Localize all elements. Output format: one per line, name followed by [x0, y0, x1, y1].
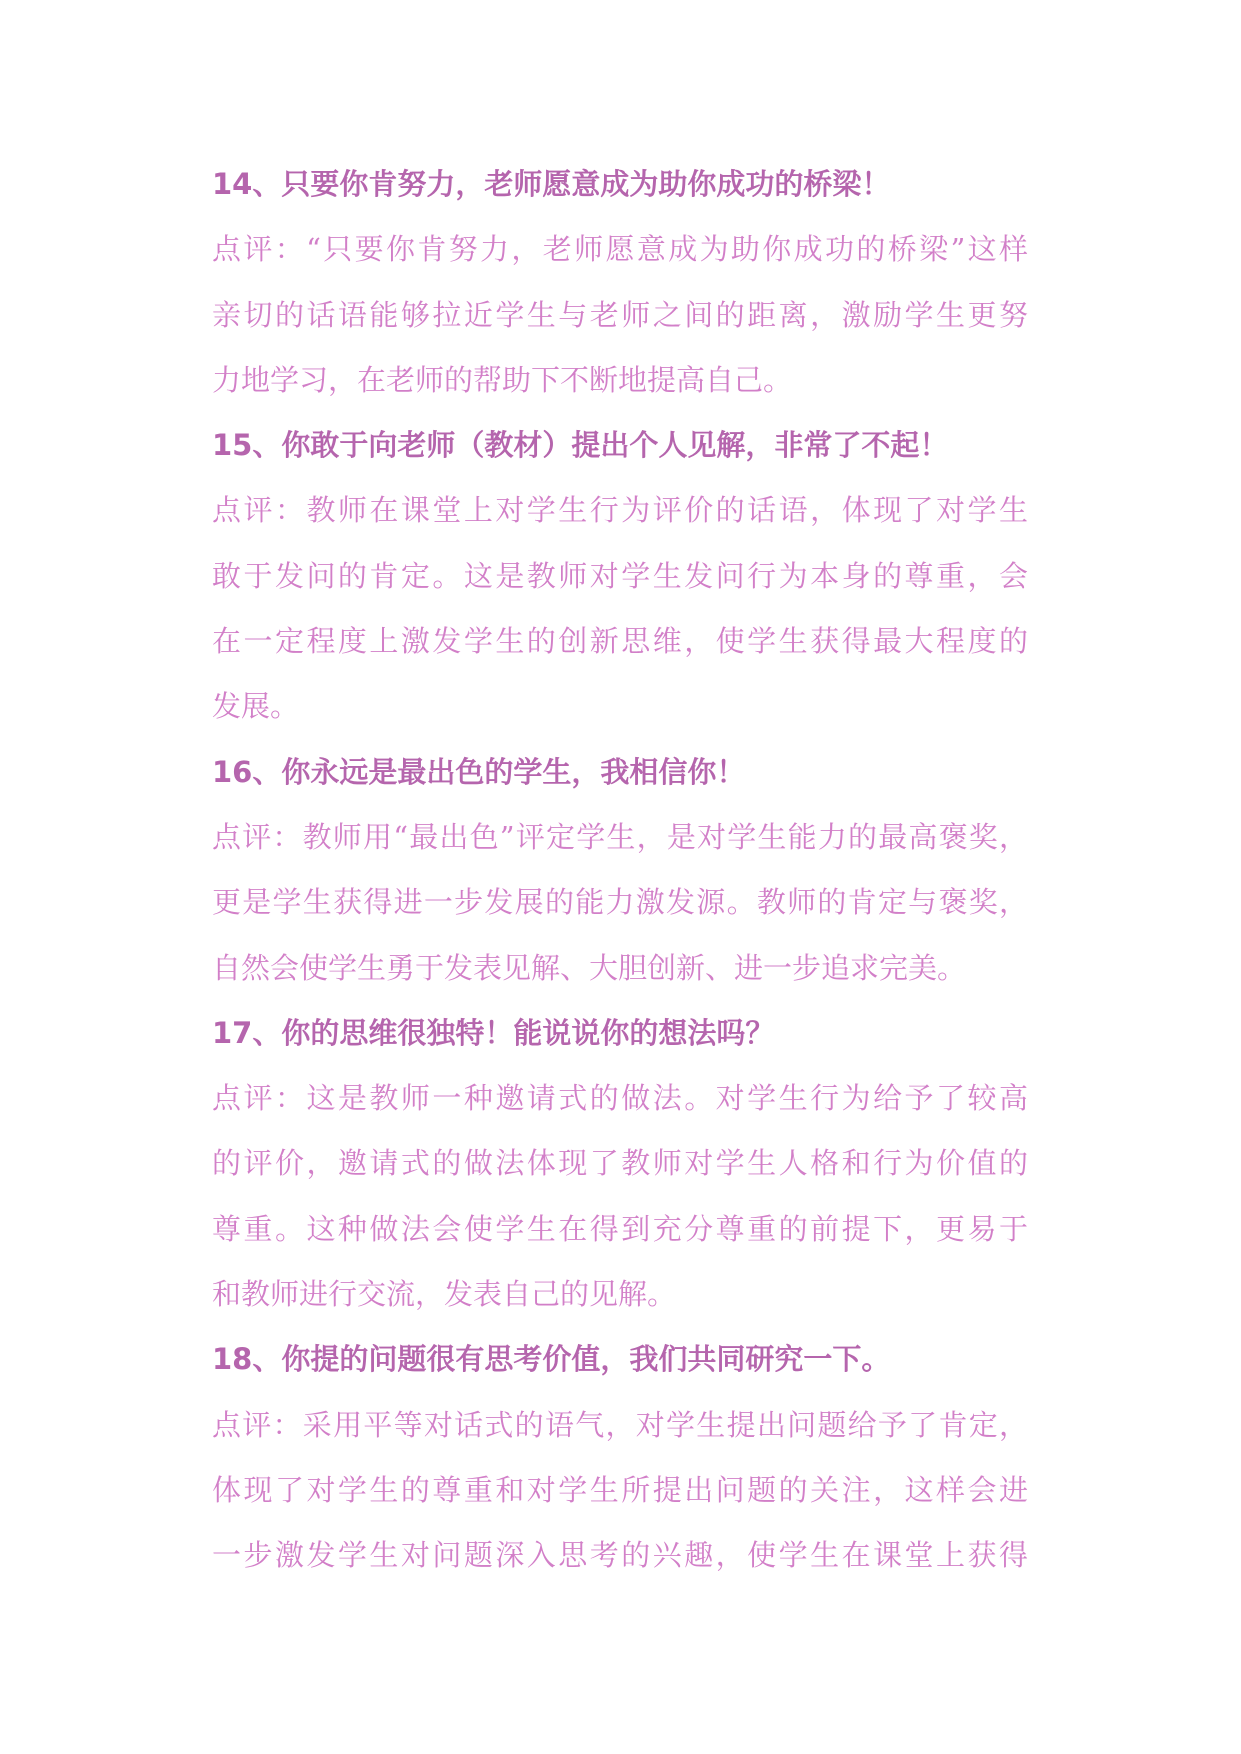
comment-line: 点评：这是教师一种邀请式的做法。对学生行为给予了较高	[212, 1081, 1028, 1116]
comment-line: 亲切的话语能够拉近学生与老师之间的距离，激励学生更努	[212, 297, 1028, 332]
comment-line: 在一定程度上激发学生的创新思维，使学生获得最大程度的	[212, 624, 1028, 659]
comment-line: 点评：采用平等对话式的语气，对学生提出问题给予了肯定，	[212, 1407, 1028, 1442]
comment-line: 尊重。这种做法会使学生在得到充分尊重的前提下，更易于	[212, 1211, 1028, 1246]
comment-line: 点评：教师在课堂上对学生行为评价的话语，体现了对学生	[212, 493, 1028, 528]
comment-line: 的评价，邀请式的做法体现了教师对学生人格和行为价值的	[212, 1146, 1028, 1181]
section-heading-14: 14、只要你肯努力，老师愿意成为助你成功的桥梁！	[212, 167, 891, 201]
section-heading-16: 16、你永远是最出色的学生，我相信你！	[212, 754, 746, 789]
comment-line: 和教师进行交流，发表自己的见解。	[212, 1277, 677, 1312]
document-page	[212, 152, 1028, 1589]
comment-line: 力地学习，在老师的帮助下不断地提高自己。	[212, 362, 793, 397]
comment-line: 更是学生获得进一步发展的能力激发源。教师的肯定与褒奖，	[212, 885, 1028, 920]
comment-line: 敢于发问的肯定。这是教师对学生发问行为本身的尊重，会	[212, 558, 1028, 593]
section-heading-18: 18、你提的问题很有思考价值，我们共同研究一下。	[212, 1342, 891, 1377]
comment-line: 点评：教师用“最出色”评定学生，是对学生能力的最高褒奖，	[212, 819, 1028, 854]
comment-line: 点评：“只要你肯努力，老师愿意成为助你成功的桥梁”这样	[212, 232, 1028, 267]
section-heading-15: 15、你敢于向老师（教材）提出个人见解，非常了不起！	[212, 428, 949, 463]
comment-line: 发展。	[212, 689, 300, 724]
comment-line: 一步激发学生对问题深入思考的兴趣，使学生在课堂上获得	[212, 1538, 1028, 1573]
comment-line: 自然会使学生勇于发表见解、大胆创新、进一步追求完美。	[212, 950, 967, 985]
comment-line: 体现了对学生的尊重和对学生所提出问题的关注，这样会进	[212, 1472, 1028, 1507]
section-heading-17: 17、你的思维很独特！能说说你的想法吗？	[212, 1015, 775, 1050]
